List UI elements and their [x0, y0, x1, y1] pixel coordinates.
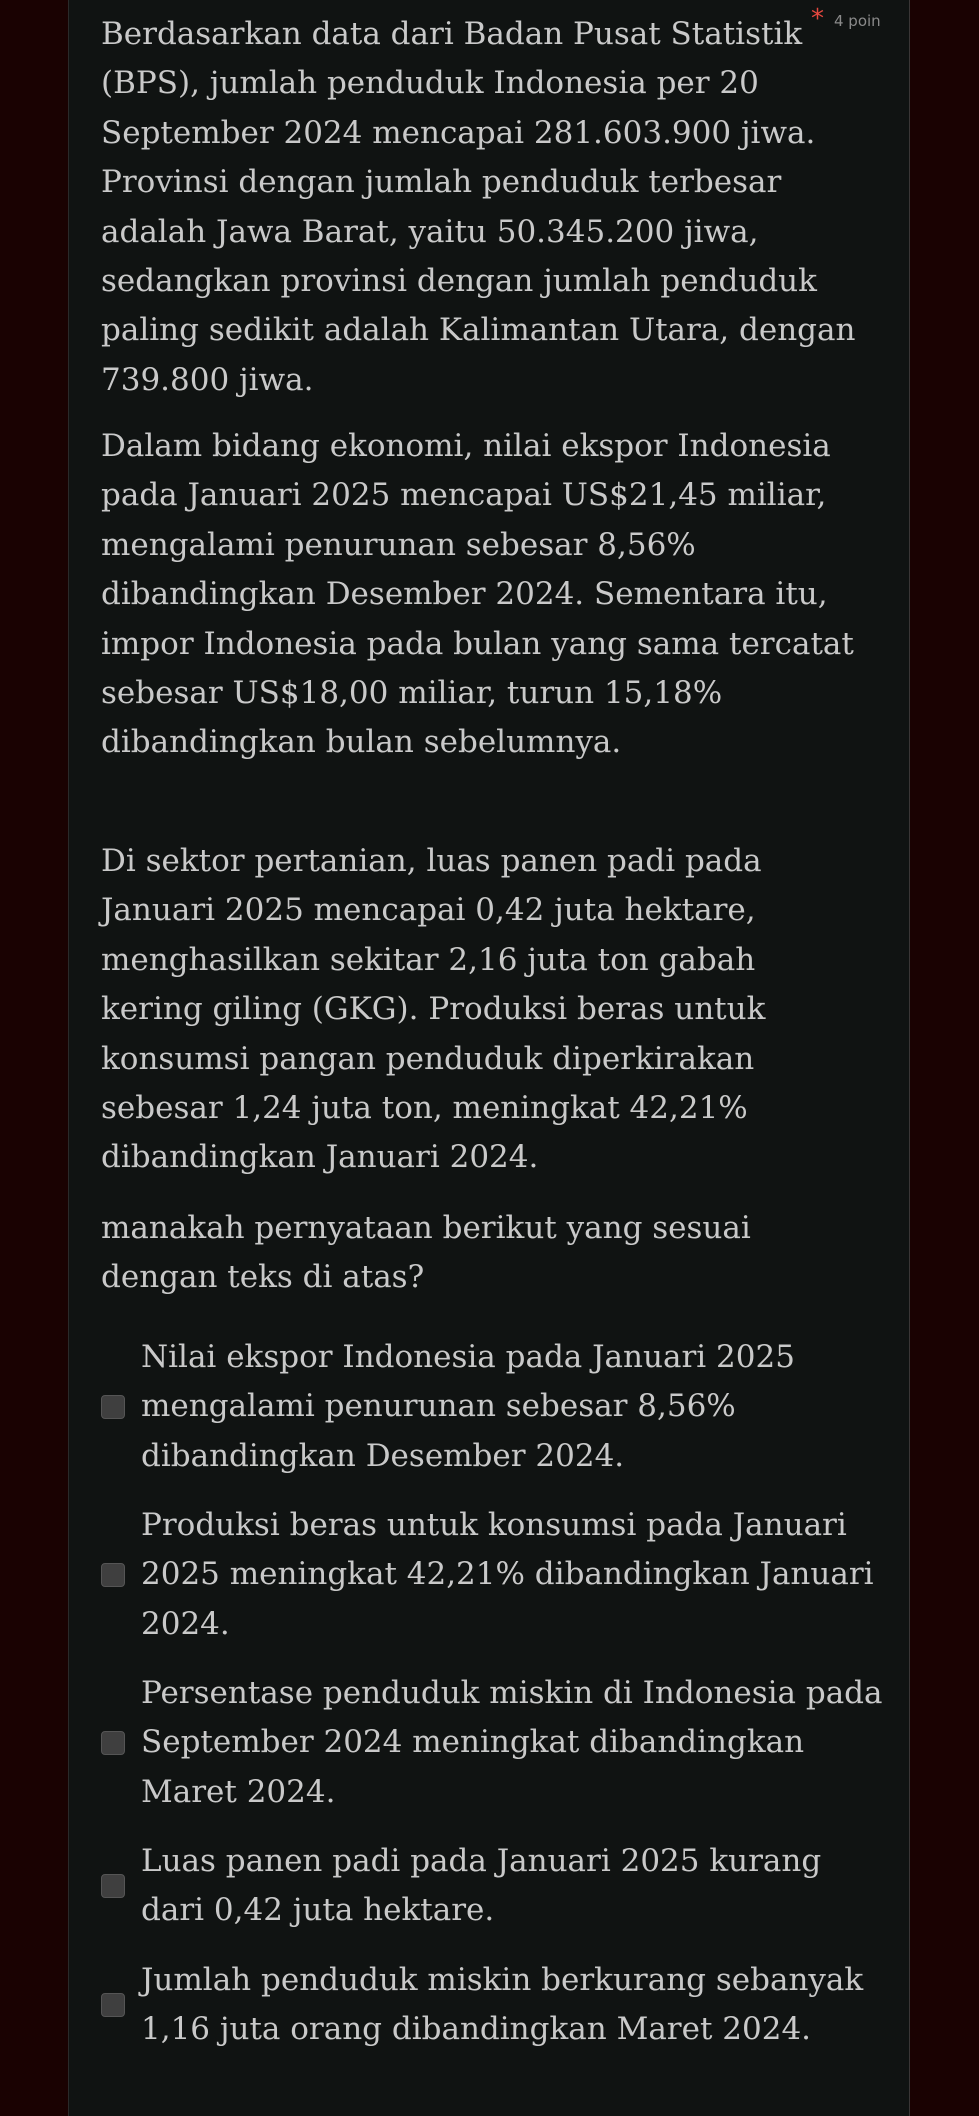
question-prompt: manakah pernyataan berikut yang sesuai dengan teks di atas?: [101, 1210, 751, 1296]
question-card: [68, 0, 910, 2116]
passage-paragraph-2: Dalam bidang ekonomi, nilai ekspor Indonesia pada Januari 2025 mencapai US$21,45 miliar, mengalami penurunan sebesar 8,56% dibandingkan Desember 2024. Sementara itu, impor Indonesia pada bulan yang sama tercatat sebesar US$18,00 miliar, turun 15,18% dibandingkan bulan sebelumnya.: [101, 428, 854, 761]
checkbox[interactable]: [101, 1563, 125, 1587]
points-label: 4 poin: [834, 12, 881, 30]
option-2[interactable]: [101, 1501, 891, 1649]
option-1[interactable]: [101, 1333, 891, 1481]
option-label: Luas panen padi pada Januari 2025 kurang dari 0,42 juta hektare.: [141, 1843, 822, 1929]
checkbox[interactable]: [101, 1874, 125, 1898]
passage-paragraph-3: Di sektor pertanian, luas panen padi pada Januari 2025 mencapai 0,42 juta hektare, menghasilkan sekitar 2,16 juta ton gabah kering giling (GKG). Produksi beras untuk konsumsi pangan penduduk diperkirakan sebesar 1,24 juta ton, meningkat 42,21% dibandingkan Januari 2024.: [101, 843, 766, 1176]
passage-paragraph-1: Berdasarkan data dari Badan Pusat Statistik (BPS), jumlah penduduk Indonesia per 20 September 2024 mencapai 281.603.900 jiwa. Provinsi dengan jumlah penduduk terbesar adalah Jawa Barat, yaitu 50.345.200 jiwa, sedangkan provinsi dengan jumlah penduduk paling sedikit adalah Kalimantan Utara, dengan 739.800 jiwa.: [101, 16, 856, 398]
option-5[interactable]: [101, 1956, 891, 2055]
checkbox[interactable]: [101, 1731, 125, 1755]
option-label: Jumlah penduduk miskin berkurang sebanyak 1,16 juta orang dibandingkan Maret 2024.: [141, 1962, 864, 2048]
checkbox[interactable]: [101, 1993, 125, 2017]
option-label: Persentase penduduk miskin di Indonesia pada September 2024 meningkat dibandingkan Maret 2024.: [141, 1675, 883, 1810]
required-asterisk: *: [811, 4, 824, 34]
checkbox[interactable]: [101, 1395, 125, 1419]
option-label: Produksi beras untuk konsumsi pada Januari 2025 meningkat 42,21% dibandingkan Januari 2024.: [141, 1507, 874, 1642]
option-4[interactable]: [101, 1837, 891, 1936]
option-label: Nilai ekspor Indonesia pada Januari 2025 mengalami penurunan sebesar 8,56% dibandingkan Desember 2024.: [141, 1339, 795, 1474]
option-3[interactable]: [101, 1669, 891, 1817]
